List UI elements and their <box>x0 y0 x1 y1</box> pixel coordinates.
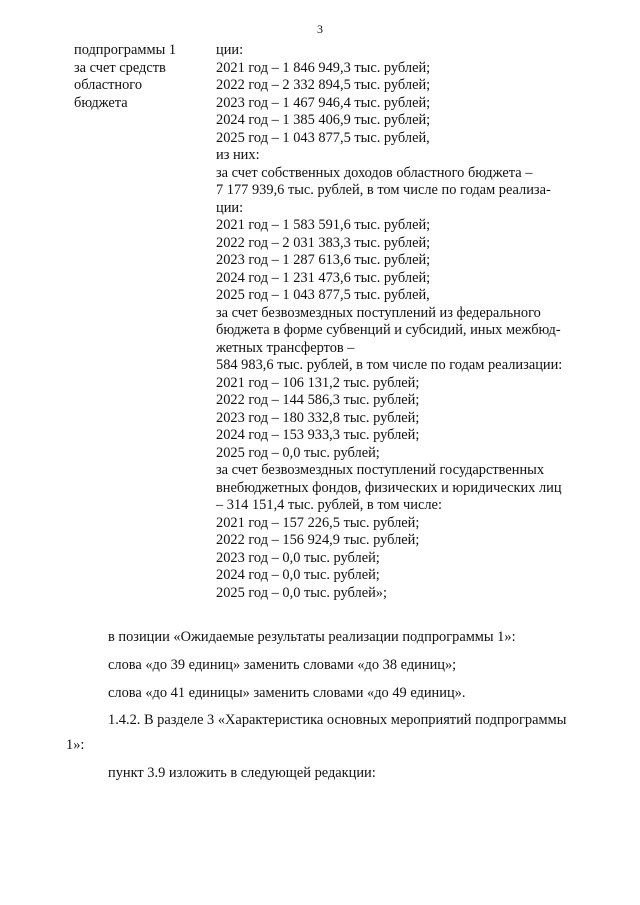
right-column-line: 2025 год – 0,0 тыс. рублей; <box>216 444 380 461</box>
right-column-line: за счет безвозмездных поступлений из федерального <box>216 304 541 321</box>
right-column-line: 2023 год – 180 332,8 тыс. рублей; <box>216 409 420 426</box>
right-column-line: 2022 год – 156 924,9 тыс. рублей; <box>216 532 420 548</box>
right-column-line: 584 983,6 тыс. рублей, в том числе по годам реализации: <box>216 357 563 373</box>
paragraph-section-3-heading: 1.4.2. В разделе 3 «Характеристика основных мероприятий подпрограммы <box>108 712 567 728</box>
left-column-line: областного <box>74 77 143 93</box>
right-column-line: 2025 год – 1 043 877,5 тыс. рублей, <box>216 287 430 303</box>
right-column-line: 2023 год – 0,0 тыс. рублей; <box>216 549 380 566</box>
right-column-line: из них: <box>216 147 260 163</box>
right-column-line: ции: <box>216 199 244 216</box>
right-column-line: внебюджетных фондов, физических и юридических лиц <box>216 479 562 496</box>
right-column-line: жетных трансфертов – <box>216 339 355 356</box>
right-column-line: 2024 год – 0,0 тыс. рублей; <box>216 567 380 583</box>
right-column-line: ции: <box>216 42 244 58</box>
right-column-line: 2023 год – 1 287 613,6 тыс. рублей; <box>216 252 431 268</box>
right-column-line: 2025 год – 1 043 877,5 тыс. рублей, <box>216 129 430 146</box>
right-column-line: 2022 год – 144 586,3 тыс. рублей; <box>216 392 420 408</box>
right-column-line: 2021 год – 157 226,5 тыс. рублей; <box>216 514 420 531</box>
right-column-line: 2022 год – 2 031 383,3 тыс. рублей; <box>216 234 431 251</box>
right-column-line: 2024 год – 1 231 473,6 тыс. рублей; <box>216 269 431 286</box>
paragraph-replace-41: слова «до 41 единицы» заменить словами «до 49 единиц». <box>108 685 466 701</box>
right-column-line: 2023 год – 1 467 946,4 тыс. рублей; <box>216 94 431 111</box>
paragraph-replace-39: слова «до 39 единиц» заменить словами «до 38 единиц»; <box>108 657 457 673</box>
right-column-line: за счет собственных доходов областного бюджета – <box>216 164 533 181</box>
right-column-line: 2021 год – 106 131,2 тыс. рублей; <box>216 374 420 391</box>
left-column-line: за счет средств <box>74 59 166 76</box>
table-right-column <box>216 42 586 602</box>
right-column-line: 2024 год – 1 385 406,9 тыс. рублей; <box>216 112 431 128</box>
left-column-line: бюджета <box>74 94 128 111</box>
page-number: 3 <box>317 22 323 36</box>
right-column-line: 2022 год – 2 332 894,5 тыс. рублей; <box>216 77 431 93</box>
table-left-column <box>74 42 204 112</box>
right-column-line: бюджета в форме субвенций и субсидий, иных межбюд- <box>216 322 561 338</box>
right-column-line: 7 177 939,6 тыс. рублей, в том числе по годам реализа- <box>216 182 551 198</box>
paragraph-expected-results: в позиции «Ожидаемые результаты реализации подпрограммы 1»: <box>108 629 516 645</box>
right-column-line: 2021 год – 1 583 591,6 тыс. рублей; <box>216 217 431 233</box>
right-column-line: 2025 год – 0,0 тыс. рублей»; <box>216 584 387 601</box>
right-column-line: за счет безвозмездных поступлений государственных <box>216 462 545 478</box>
paragraph-item-3-9: пункт 3.9 изложить в следующей редакции: <box>108 765 376 781</box>
right-column-line: 2024 год – 153 933,3 тыс. рублей; <box>216 427 420 443</box>
right-column-line: – 314 151,4 тыс. рублей, в том числе: <box>216 497 442 513</box>
left-column-line: подпрограммы 1 <box>74 42 177 58</box>
right-column-line: 2021 год – 1 846 949,3 тыс. рублей; <box>216 59 431 76</box>
paragraph-section-3-heading-cont: 1»: <box>66 737 85 753</box>
